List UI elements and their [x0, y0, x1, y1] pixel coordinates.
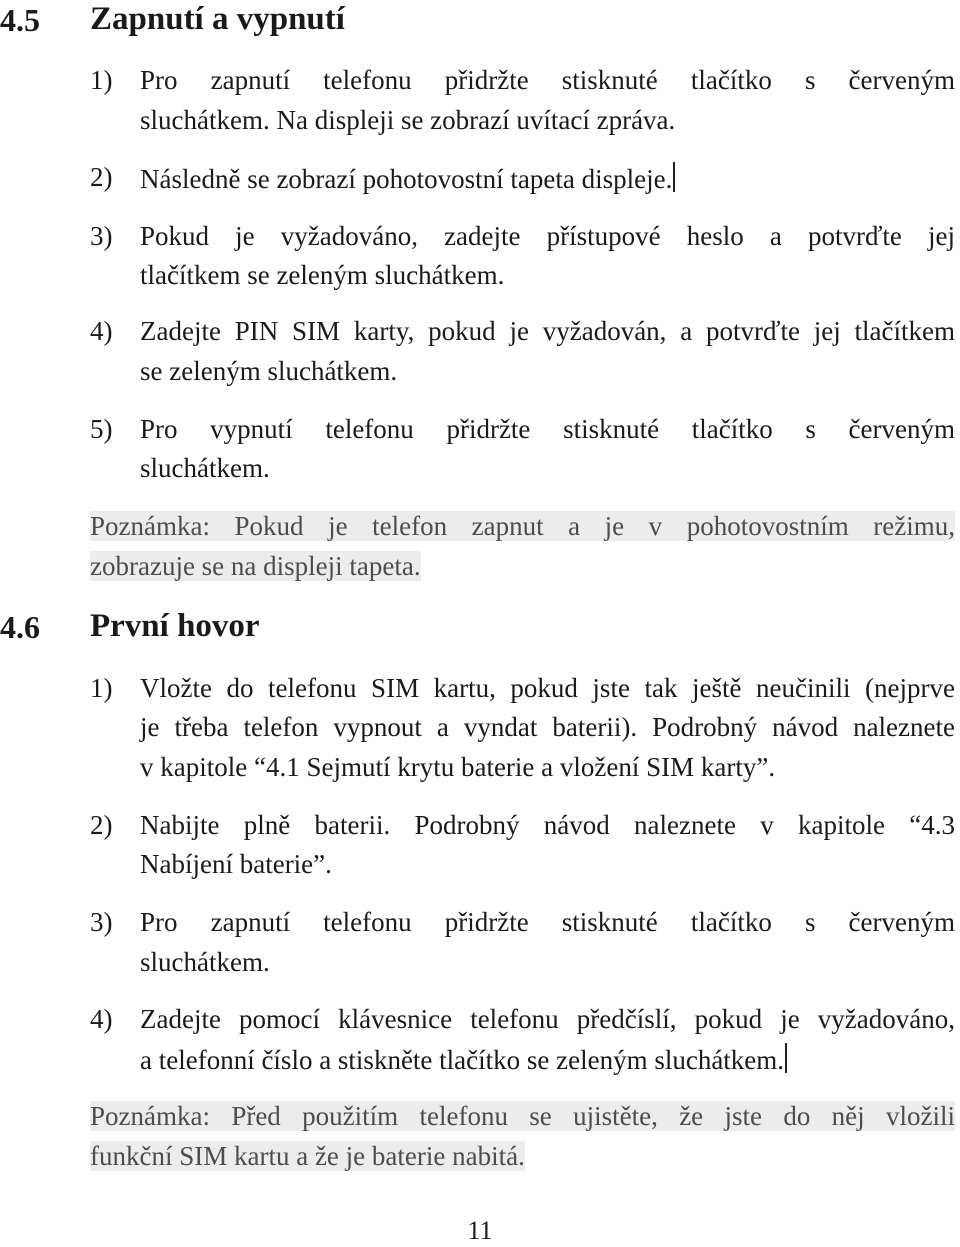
item-text-line: Pro zapnutí telefonu přidržte stisknuté tlačítko s červeným — [140, 65, 955, 95]
item-number: 4) — [90, 316, 113, 346]
item-text-line: je třeba telefon vypnout a vyndat baterii). Podrobný návod naleznete — [140, 712, 955, 742]
item-number: 1) — [90, 673, 113, 703]
item-number: 4) — [90, 1004, 113, 1034]
section-number: 4.6 — [0, 609, 40, 645]
section-title: Zapnutí a vypnutí — [90, 1, 345, 37]
item-number: 2) — [90, 162, 113, 192]
item-number: 3) — [90, 907, 113, 937]
item-text-line: a telefonní číslo a stiskněte tlačítko se zeleným sluchátkem. — [140, 1045, 785, 1075]
note-line: zobrazuje se na displeji tapeta. — [90, 551, 421, 581]
item-text-line: Nabijte plně baterii. Podrobný návod naleznete v kapitole “4.3 — [140, 810, 955, 840]
item-text-line: tlačítkem se zeleným sluchátkem. — [140, 260, 505, 290]
note-line: Poznámka: Před použitím telefonu se ujistěte, že jste do něj vložili — [90, 1101, 955, 1131]
page-number: 11 — [467, 1216, 493, 1245]
item-text-line: Následně se zobrazí pohotovostní tapeta displeje. — [140, 164, 673, 194]
item-text-line: Zadejte PIN SIM karty, pokud je vyžadován, a potvrďte jej tlačítkem — [140, 316, 955, 346]
section-title: První hovor — [90, 608, 260, 644]
item-text-line: se zeleným sluchátkem. — [140, 356, 398, 386]
item-text-line: sluchátkem. — [140, 947, 270, 977]
text-cursor — [673, 162, 675, 192]
item-text-line: Zadejte pomocí klávesnice telefonu předčíslí, pokud je vyžadováno, — [140, 1004, 955, 1034]
item-text-line: sluchátkem. Na displeji se zobrazí uvítací zpráva. — [140, 105, 676, 135]
item-text-line: Nabíjení baterie”. — [140, 849, 332, 879]
item-text-line: Vložte do telefonu SIM kartu, pokud jste tak ještě neučinili (nejprve — [140, 673, 955, 703]
note-line: funkční SIM kartu a že je baterie nabitá. — [90, 1141, 525, 1171]
item-number: 3) — [90, 221, 113, 251]
item-text-line: Pro zapnutí telefonu přidržte stisknuté tlačítko s červeným — [140, 907, 955, 937]
item-number: 5) — [90, 414, 113, 444]
item-number: 1) — [90, 65, 113, 95]
section-number: 4.5 — [0, 2, 40, 38]
item-text-line: Pro vypnutí telefonu přidržte stisknuté tlačítko s červeným — [140, 414, 955, 444]
note-line: Poznámka: Pokud je telefon zapnut a je v pohotovostním režimu, — [90, 511, 955, 541]
item-text-line: sluchátkem. — [140, 453, 270, 483]
item-number: 2) — [90, 810, 113, 840]
item-text-line: v kapitole “4.1 Sejmutí krytu baterie a vložení SIM karty”. — [140, 752, 776, 782]
item-text-line: Pokud je vyžadováno, zadejte přístupové heslo a potvrďte jej — [140, 221, 955, 251]
text-cursor — [785, 1043, 787, 1073]
